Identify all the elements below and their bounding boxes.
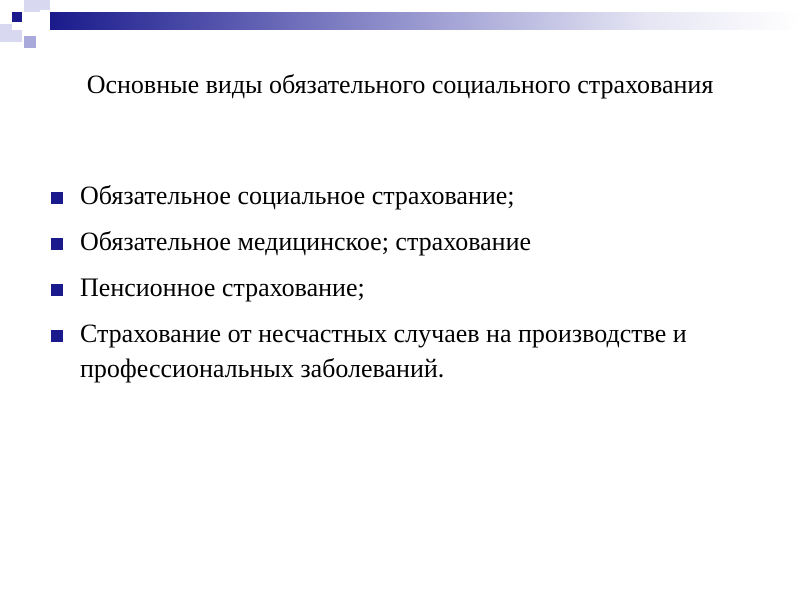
slide-title: Основные виды обязательного социального страхования — [86, 70, 714, 99]
corner-square-decoration — [12, 30, 22, 42]
bullet-text: Страхование от несчастных случаев на производстве и профессиональных заболеваний. — [80, 319, 687, 383]
bullet-item — [48, 270, 768, 305]
corner-square-decoration — [24, 0, 40, 12]
corner-square-decoration — [12, 12, 22, 22]
square-bullet-icon — [51, 192, 63, 204]
bullet-item — [48, 178, 768, 213]
bullet-item — [48, 224, 768, 259]
bullet-item — [48, 316, 768, 386]
corner-square-decoration — [40, 0, 50, 10]
header-gradient-band — [50, 12, 800, 30]
square-bullet-icon — [51, 330, 63, 342]
corner-square-decoration — [24, 36, 36, 48]
bullet-text: Обязательное социальное страхование; — [80, 181, 515, 210]
corner-square-decoration — [0, 24, 12, 42]
square-bullet-icon — [51, 284, 63, 296]
bullet-text: Обязательное медицинское; страхование — [80, 227, 532, 256]
bullet-text: Пенсионное страхование; — [80, 273, 365, 302]
square-bullet-icon — [51, 238, 63, 250]
bullet-list — [48, 178, 768, 397]
